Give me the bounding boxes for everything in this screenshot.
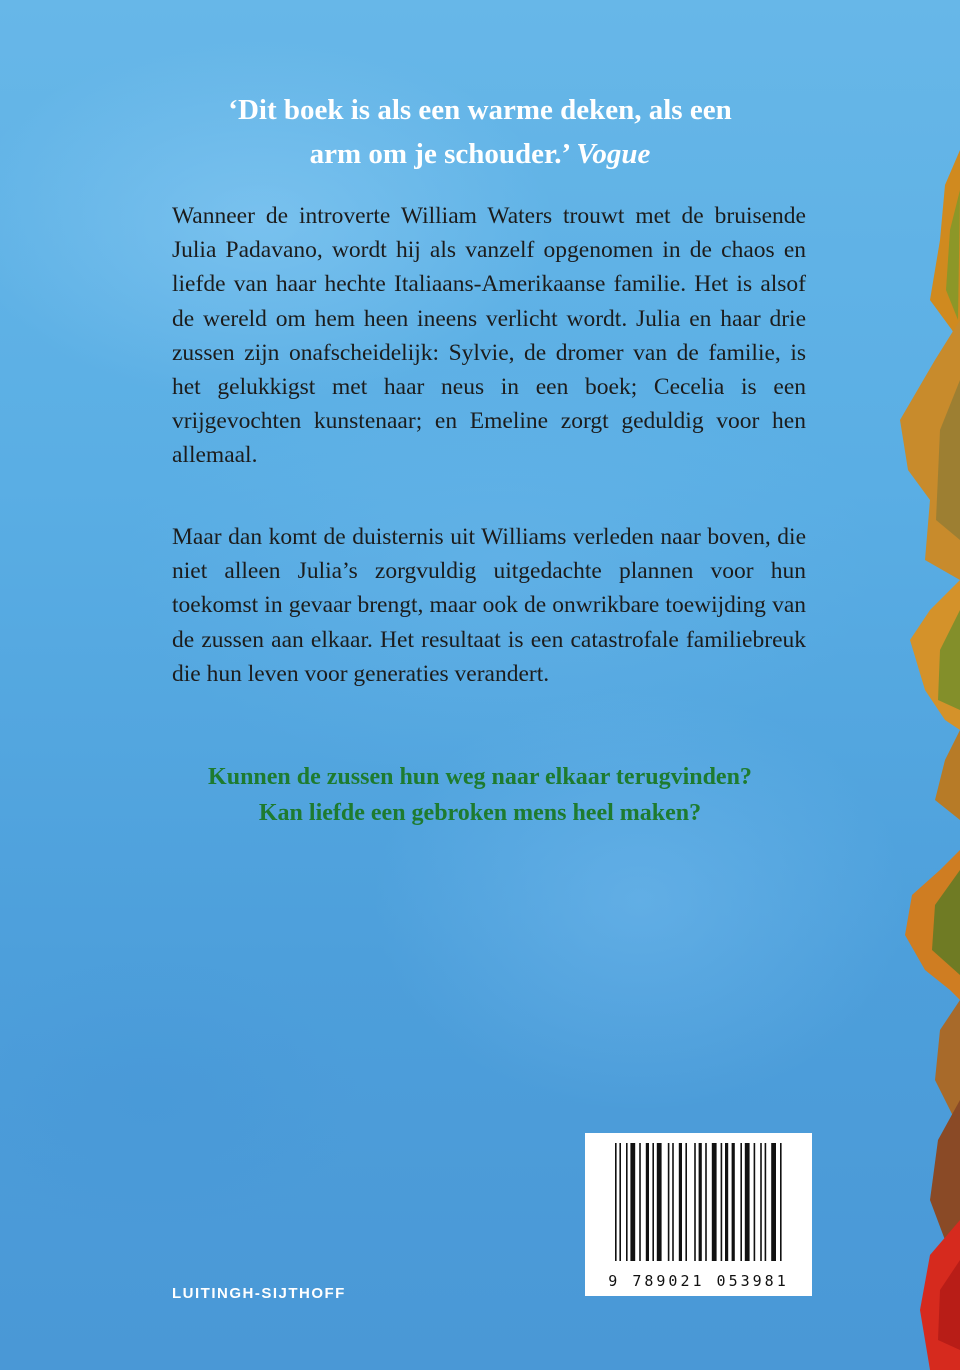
barcode-bar xyxy=(754,1143,756,1261)
barcode-bar xyxy=(685,1143,687,1261)
blurb-paragraph-1: Wanneer de introverte William Waters trouwt met de bruisende Julia Padavano, wordt hij als vanzelf opgenomen in de chaos en liefde van haar hechte Italiaans-Amerikaanse familie. Het is alsof de wereld om hem heen ineens verlicht wordt. Julia en haar drie zussen zijn onafscheidelijk: Sylvie, de dromer van de familie, is het gelukkigst met haar neus in een boek; Cecelia is een vrijgevochten kunstenaar; en Emeline zorgt geduldig voor hen allemaal. xyxy=(172,203,806,469)
publisher-logo: LUITINGH-SIJTHOFF xyxy=(172,1285,346,1302)
barcode-bar xyxy=(745,1143,750,1261)
quote-line-1: ‘Dit boek is als een warme deken, als een xyxy=(228,94,732,126)
barcode-bar xyxy=(760,1143,762,1261)
barcode-bar xyxy=(646,1143,649,1261)
isbn-barcode xyxy=(585,1133,812,1296)
barcode-bar xyxy=(679,1143,682,1261)
barcode-bar xyxy=(630,1143,635,1261)
blurb-paragraph-2: Maar dan komt de duisternis uit Williams verleden naar boven, die niet alleen Julia’s zorgvuldig uitgedachte plannen voor hun toekomst in gevaar brengt, maar ook de onwrikbare toewijding van de zussen aan elkaar. Het resultaat is een catastrofale familiebreuk die hun leven voor generaties verandert. xyxy=(172,524,806,687)
barcode-bar xyxy=(672,1143,674,1261)
quote-text-end: arm om je schouder.’ xyxy=(309,138,569,170)
barcode-bar xyxy=(705,1143,707,1261)
barcode-bar xyxy=(615,1143,617,1261)
barcode-bar xyxy=(699,1143,702,1261)
barcode-bar xyxy=(765,1143,767,1261)
question-line-1: Kunnen de zussen hun weg naar elkaar terugvinden? xyxy=(208,764,752,790)
review-quote xyxy=(0,88,960,176)
barcode-bar xyxy=(694,1143,696,1261)
barcode-bar xyxy=(771,1143,776,1261)
isbn-number: 9 789021 053981 xyxy=(608,1272,789,1290)
question-line-2: Kan liefde een gebroken mens heel maken? xyxy=(258,800,702,826)
quote-source: Vogue xyxy=(576,138,651,170)
tagline-questions xyxy=(0,759,960,831)
barcode-bar xyxy=(619,1143,621,1261)
barcode-bar xyxy=(652,1143,654,1261)
barcode-bar xyxy=(732,1143,735,1261)
barcode-bar xyxy=(740,1143,742,1261)
quote-line-2 xyxy=(0,132,960,176)
barcode-bar xyxy=(780,1143,782,1261)
barcode-bar xyxy=(626,1143,628,1261)
painted-figure-art xyxy=(840,0,960,1370)
barcode-bar xyxy=(712,1143,717,1261)
barcode-bar xyxy=(725,1143,728,1261)
barcode-bar xyxy=(721,1143,723,1261)
barcode-bar xyxy=(657,1143,662,1261)
barcode-bar xyxy=(668,1143,670,1261)
barcode-bar xyxy=(639,1143,641,1261)
